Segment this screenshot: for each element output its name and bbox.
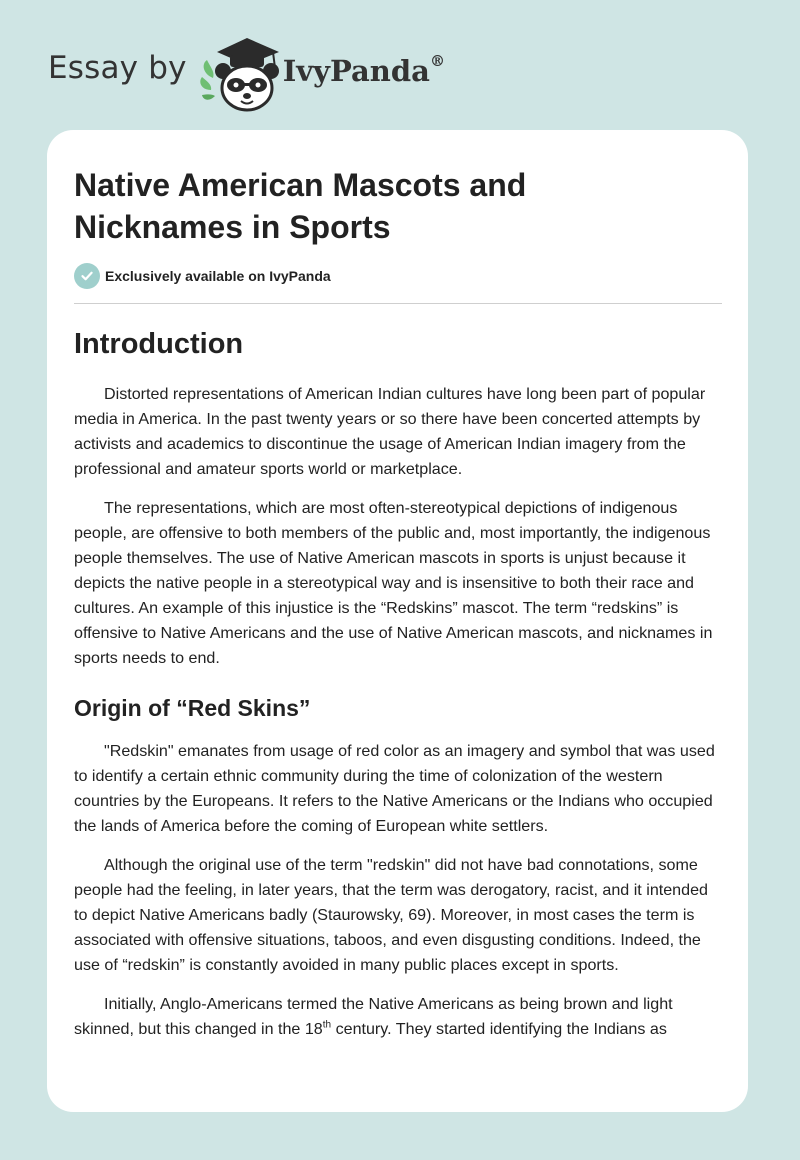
paragraph-text: Initially, Anglo-Americans termed the Native Americans as being brown and light skinned, but this changed in the 18 (74, 995, 673, 1038)
title-divider (74, 303, 722, 304)
registered-mark: ® (429, 52, 445, 71)
exclusive-label: Exclusively available on IvyPanda (105, 268, 331, 284)
paragraph: Distorted representations of American Indian cultures have long been part of popular media in America. In the past twenty years or so there have been concerted attempts by activists and academics to discontinue the usage of American Indian imagery from the professional and amateur sports world or marketplace. (74, 385, 706, 478)
section-heading-introduction: Introduction (74, 328, 244, 360)
brand-name-text: IvyPanda (282, 54, 430, 88)
section-heading-origin: Origin of “Red Skins” (74, 695, 311, 721)
brand-name (283, 54, 445, 88)
essay-title: Native American Mascots and Nicknames in Sports (74, 167, 527, 245)
ordinal-suffix: th (322, 1019, 332, 1031)
essay-body (74, 326, 722, 1056)
site-brand[interactable] (48, 34, 445, 114)
brand-prefix: Essay by (48, 50, 187, 86)
panda-graduate-icon (199, 34, 285, 114)
paragraph (74, 992, 722, 1042)
check-circle-icon (74, 263, 100, 289)
paragraph-text: century. They started identifying the Indians as (331, 1020, 667, 1038)
essay-card (47, 130, 748, 1112)
paragraph: The representations, which are most often-stereotypical depictions of indigenous people, are offensive to both members of the public and, most importantly, the indigenous people themselves. The use of Native American mascots in sports is unjust because it depicts the native people in a stereotypical way and is insensitive to both their race and cultures. An example of this injustice is the “Redskins” mascot. The term “redskins” is offensive to Native Americans and the use of Native American mascots, and nicknames in sports needs to end. (74, 499, 713, 667)
paragraph: Although the original use of the term "redskin" did not have bad connotations, some people had the feeling, in later years, that the term was derogatory, racist, and it intended to depict Native Americans badly (Staurowsky, 69). Moreover, in most cases the term is associated with offensive situations, taboos, and even disgusting conditions. Indeed, the use of “redskin” is constantly avoided in many public places except in sports. (74, 856, 708, 974)
paragraph: "Redskin" emanates from usage of red color as an imagery and symbol that was used to identify a certain ethnic community during the time of colonization of the western countries by the Europeans. It refers to the Native Americans or the Indians who occupied the lands of America before the coming of European white settlers. (74, 742, 715, 835)
exclusive-badge (74, 263, 331, 289)
